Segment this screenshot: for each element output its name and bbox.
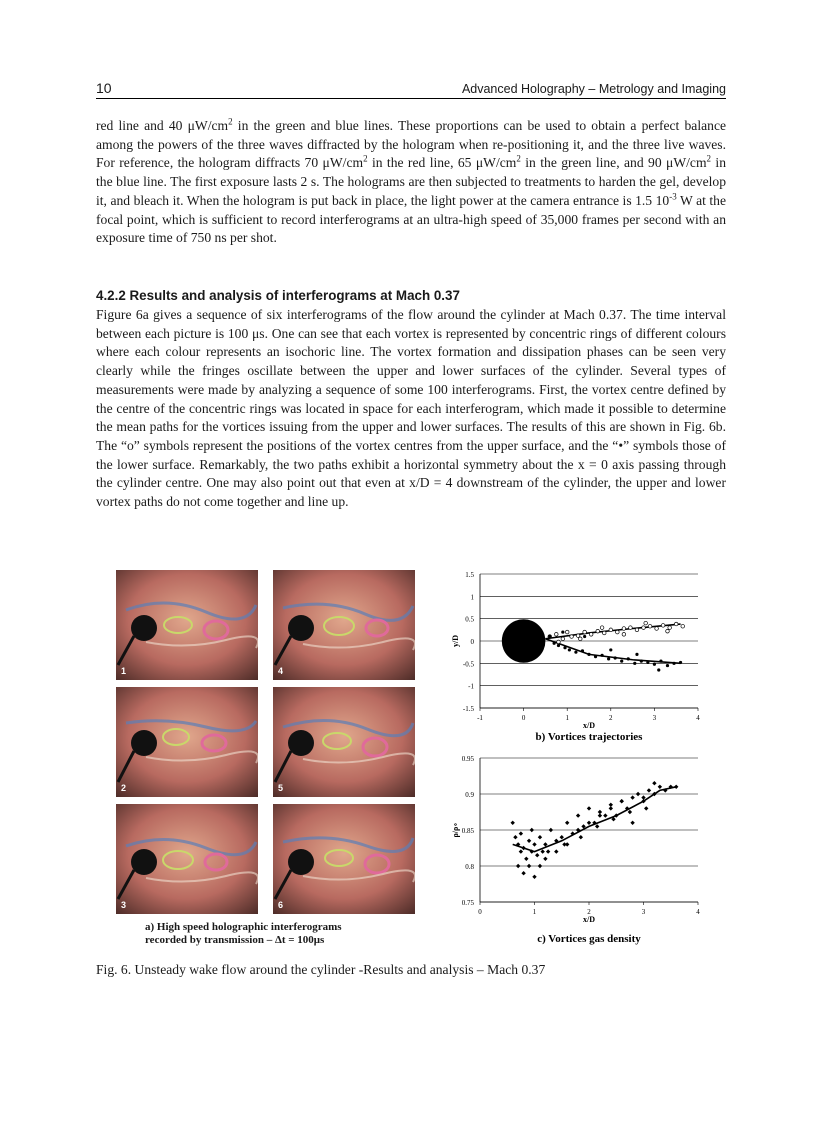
data-point [527, 839, 531, 843]
y-tick-label: 0.9 [465, 791, 474, 799]
chart-title: c) Vortices gas density [537, 933, 641, 945]
data-point-upper [622, 633, 626, 637]
figure-6a-caption: a) High speed holographic interferograms recorded by transmission – Δt = 100μs [145, 921, 342, 946]
x-axis-label: x/D [583, 721, 595, 730]
data-point-upper [557, 640, 561, 644]
data-point [549, 828, 553, 832]
data-point [636, 792, 640, 796]
data-point [565, 821, 569, 825]
data-point [540, 849, 544, 853]
data-point [576, 813, 580, 817]
interferogram-grid [116, 570, 416, 910]
data-point-lower [672, 662, 675, 665]
y-tick-label: -0.5 [462, 660, 474, 669]
data-point [521, 846, 525, 850]
y-tick-label: -1 [468, 682, 474, 691]
data-point [641, 795, 645, 799]
y-tick-label: 0 [470, 638, 474, 646]
data-point-lower [620, 660, 623, 663]
data-point-upper [622, 627, 626, 631]
data-point-lower [607, 657, 610, 660]
x-tick-label: 0 [478, 908, 482, 916]
data-point [530, 828, 534, 832]
y-tick-label: 0.5 [465, 615, 474, 624]
data-point [620, 799, 624, 803]
data-point [587, 821, 591, 825]
y-tick-label: 1 [470, 593, 474, 602]
data-point [603, 813, 607, 817]
x-tick-label: -1 [477, 714, 483, 722]
data-point [532, 875, 536, 879]
data-point [644, 806, 648, 810]
data-point-lower [600, 654, 603, 657]
chart-title: b) Vortices trajectories [535, 731, 643, 743]
page-number: 10 [96, 80, 112, 96]
data-point-lower [557, 644, 560, 647]
data-point-lower [635, 653, 638, 656]
interferogram-photo [116, 570, 258, 680]
x-tick-label: 2 [609, 714, 613, 722]
photo-number: 4 [278, 666, 284, 676]
x-tick-label: 1 [565, 714, 569, 722]
data-point-upper [642, 626, 646, 630]
body-paragraph-1: red line and 40 $\mu W/cm^2$ in the green and blue lines. These proportions can be used to obtain a perfect balance among the powers of the three waves diffracted by the hologram when re-positioning it, and the three live waves. For reference, the hologram diffracts 70 $\mu W/cm^2$ in the red line, 65 $\mu W/cm^2$ in the green line, and 90 $\mu W/cm^2$ in the blue line. The first exposure lasts 2 s. The holograms are then subjected to treatments to harden the gel, develop it, and bleach it. When the hologram is put back in place, the light power at the camera entrance is 1.5 $10^{-3}$ W at the focal point, which is sufficient to record interferograms at an ultra-high speed of 35,000 frames per second with an exposure time of 750 ns per shot. [96, 116, 727, 246]
data-point [554, 849, 558, 853]
data-point-lower [679, 661, 682, 664]
data-point-lower [587, 653, 590, 656]
data-point [519, 831, 523, 835]
data-point-lower [659, 660, 662, 663]
data-point-lower [581, 649, 584, 652]
interferogram-photo [116, 687, 258, 797]
vortices-trajectories-chart [436, 566, 712, 746]
data-point-lower [594, 655, 597, 658]
x-tick-label: 2 [587, 908, 591, 916]
data-point-upper [674, 622, 678, 626]
data-point [543, 857, 547, 861]
data-point-upper [583, 630, 587, 634]
data-point-lower [561, 630, 564, 633]
data-point [658, 785, 662, 789]
photo-number: 6 [278, 900, 284, 910]
data-point-upper [655, 627, 659, 631]
data-point-upper [596, 629, 600, 633]
data-point [524, 857, 528, 861]
x-tick-label: 1 [532, 908, 537, 916]
figure-caption: Fig. 6. Unsteady wake flow around the cylinder -Results and analysis – Mach 0.37 [96, 962, 546, 977]
data-point-lower [627, 657, 630, 660]
data-point-upper [609, 628, 613, 632]
data-point-upper [570, 635, 574, 639]
data-point-upper [648, 624, 652, 628]
photo-number: 2 [121, 783, 127, 793]
data-point [587, 806, 591, 810]
y-tick-label: 0.85 [461, 827, 474, 835]
photo-number: 3 [121, 900, 127, 910]
data-point [513, 835, 517, 839]
data-point [532, 842, 536, 846]
data-point-upper [600, 626, 604, 630]
x-tick-label: 3 [641, 908, 646, 916]
photo-number: 5 [278, 783, 284, 793]
data-point-lower [666, 664, 669, 667]
data-point [630, 795, 634, 799]
data-point [511, 821, 515, 825]
data-point-upper [635, 628, 639, 632]
interferogram-photo [273, 804, 415, 914]
data-point [535, 853, 539, 857]
y-tick-label: 0.95 [461, 755, 474, 763]
data-point [516, 864, 520, 868]
interferogram-photo [273, 570, 415, 680]
section-heading: 4.2.2 Results and analysis of interferograms at Mach 0.37 [96, 288, 460, 303]
data-point [595, 824, 599, 828]
data-point [538, 864, 542, 868]
data-point-upper [561, 637, 565, 641]
running-header [96, 80, 726, 99]
data-point-upper [644, 621, 648, 625]
running-title: Advanced Holography – Metrology and Imaging [461, 82, 726, 96]
data-point [652, 781, 656, 785]
y-tick-label: -1.5 [462, 705, 474, 713]
vortices-gas-density-chart [436, 752, 712, 948]
data-point-upper [589, 633, 593, 637]
x-axis-label: x/D [583, 915, 595, 924]
data-point-lower [609, 648, 612, 651]
data-point-lower [574, 651, 577, 654]
data-point-upper [629, 626, 633, 630]
y-axis-label: ρ/ρ∘ [451, 822, 460, 838]
data-point-lower [568, 648, 571, 651]
data-point-lower [563, 646, 566, 649]
data-point-lower [614, 656, 617, 659]
data-point [647, 788, 651, 792]
data-point-lower [646, 661, 649, 664]
interferogram-photo [116, 804, 258, 914]
x-tick-label: 4 [696, 714, 700, 722]
data-point-upper [661, 624, 665, 628]
data-point-upper [565, 630, 569, 634]
data-point-upper [555, 633, 559, 637]
y-tick-label: 1.5 [465, 571, 474, 579]
photo-number: 1 [121, 666, 127, 676]
data-point-upper [668, 626, 672, 630]
data-point-lower [653, 663, 656, 666]
data-point-upper [578, 637, 582, 641]
data-point [546, 849, 550, 853]
data-point-lower [548, 635, 551, 638]
data-point [674, 785, 678, 789]
data-point [521, 871, 525, 875]
data-point-upper [602, 631, 606, 635]
y-tick-label: 0.75 [461, 899, 474, 907]
x-tick-label: 3 [652, 714, 657, 722]
data-point [630, 821, 634, 825]
x-tick-label: 0 [521, 714, 526, 722]
data-point-upper [681, 624, 685, 628]
data-point-lower [583, 635, 586, 638]
y-axis-label: y/D [451, 635, 460, 647]
data-point [598, 813, 602, 817]
data-point-lower [640, 660, 643, 663]
trend-line [513, 787, 677, 852]
data-point [560, 835, 564, 839]
data-point [609, 806, 613, 810]
data-point-lower [657, 668, 660, 671]
x-tick-label: 4 [696, 908, 700, 916]
data-point [527, 864, 531, 868]
data-point-lower [633, 662, 636, 665]
data-point [562, 842, 566, 846]
cylinder-shape [502, 619, 546, 663]
body-paragraph-2: Figure 6a gives a sequence of six interferograms of the flow around the cylinder at Mach 0.37. The time interval between each picture is 100 μs. One can see that each vortex is represented by concentric rings of different colours where each colour represents an isochoric line. The vortex formation and dissipation phases can be seen very clearly while the fringes oscillate between the upper and lower surfaces of the cylinder. Several types of measurements were made by analyzing a sequence of some 100 interferograms. First, the vortex centre defined by the centre of the concentric rings was located in space for each interferogram, which made it possible to determine the mean paths for the vortices issuing from the upper and lower surfaces. The results of this are shown in Fig. 6b. The “o” symbols represent the positions of the vortex centres from the upper surface, and the “•” symbols those of the lower surface. Remarkably, the two paths exhibit a horizontal symmetry about the x = 0 axis passing through the cylinder centre. One may also point out that even at x/D = 4 downstream of the cylinder, the upper and lower vortex paths do not come together and line up. [96, 307, 726, 510]
data-point [628, 810, 632, 814]
data-point-lower [553, 642, 556, 645]
data-point [538, 835, 542, 839]
data-point-upper [666, 629, 670, 633]
y-tick-label: 0.8 [465, 863, 474, 871]
data-point-upper [616, 630, 620, 634]
data-point [519, 849, 523, 853]
data-point [579, 835, 583, 839]
interferogram-photo [273, 687, 415, 797]
